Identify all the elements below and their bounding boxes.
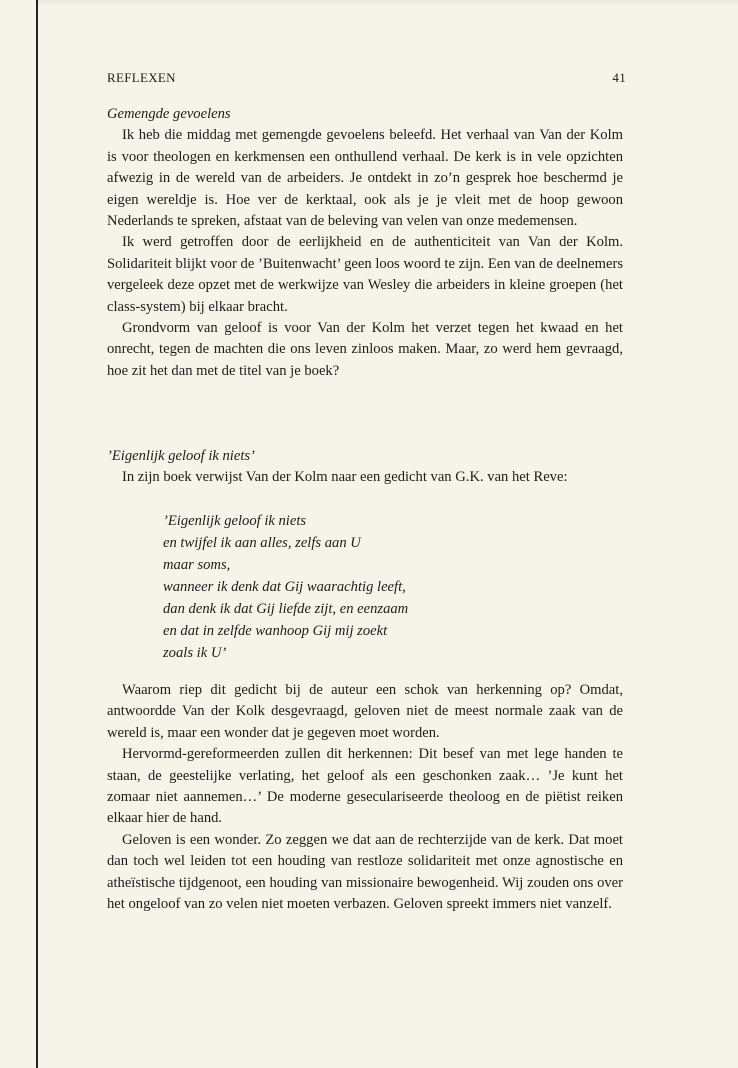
- poem-line: maar soms,: [163, 557, 231, 573]
- page-number: 41: [612, 70, 626, 85]
- page-binding-edge: [36, 0, 38, 1068]
- poem-line: zoals ik U’: [163, 645, 227, 661]
- paragraph: Waarom riep dit gedicht bij de auteur een schok van herkenning op? Omdat, antwoordde Van der Kolk desgevraagd, geloven niet de meest normale zaak van de wereld is, maar een wonder dat je gegeven moet worden.: [107, 682, 623, 741]
- paragraph: Geloven is een wonder. Zo zeggen we dat aan de rechterzijde van de kerk. Dat moet dan toch wel leiden tot een houding van restloze solidariteit met onze agnostische en atheïstische tijdgenoot, een houding van missionaire bewogenheid. Wij zouden ons over het ongeloof van zo velen niet moeten verbazen. Geloven spreekt immers niet vanzelf.: [107, 831, 623, 913]
- paragraph: In zijn boek verwijst Van der Kolm naar een gedicht van G.K. van het Reve:: [122, 469, 568, 486]
- poem-line: en dat in zelfde wanhoop Gij mij zoekt: [163, 623, 388, 639]
- poem-line: en twijfel ik aan alles, zelfs aan U: [163, 535, 361, 551]
- section-gemengde-gevoelens: [107, 104, 623, 382]
- paragraph: Grondvorm van geloof is voor Van der Kolm het verzet tegen het kwaad en het onrecht, tegen de machten die ons leven zinloos maken. Maar, zo werd hem gevraagd, hoe zit het dan met de titel van je boek?: [107, 320, 623, 379]
- section-eigenlijk-geloof: [107, 446, 623, 489]
- paragraph: Hervormd-gereformeerden zullen dit herkennen: Dit besef van met lege handen te staan, de geestelijke verlating, het geloof als een geschonken zaak… ’Je kunt het zomaar niet aannemen…’ De moderne geseculariseerde theoloog en de piëtist reiken elkaar hier de hand.: [107, 746, 623, 827]
- section-heading: Gemengde gevoelens: [107, 106, 231, 122]
- page-top-shadow: [38, 0, 738, 6]
- paragraph: Ik werd getroffen door de eerlijkheid en de authenticiteit van Van der Kolm. Solidariteit blijkt voor de ’Buitenwacht’ geen loos woord te zijn. Een van de deelnemers vergeleek deze opzet met de werkwijze van Wesley die arbeiders in kleine groepen (het class-system) bij elkaar bracht.: [107, 234, 623, 315]
- section-reflection: [107, 680, 623, 915]
- paragraph: Ik heb die middag met gemengde gevoelens beleefd. Het verhaal van Van der Kolm is voor theologen en kerkmensen een onthullend verhaal. De kerk is in vele opzichten afwezig in de wereld van de arbeiders. Je ontdekt in zo’n gesprek hoe beschermd je eigen wereldje is. Hoe ver de kerktaal, ook als je je vleit met de hoop gewoon Nederlands te spreken, afstaat van de beleving van velen van onze medemensen.: [107, 127, 623, 230]
- poem-line: dan denk ik dat Gij liefde zijt, en eenzaam: [163, 601, 409, 617]
- section-heading: ’Eigenlijk geloof ik niets’: [107, 448, 255, 464]
- poem-line: wanneer ik denk dat Gij waarachtig leeft,: [163, 579, 406, 595]
- poem-quote: [163, 510, 408, 664]
- running-title: REFLEXEN: [107, 70, 176, 85]
- poem-line: ’Eigenlijk geloof ik niets: [163, 513, 307, 529]
